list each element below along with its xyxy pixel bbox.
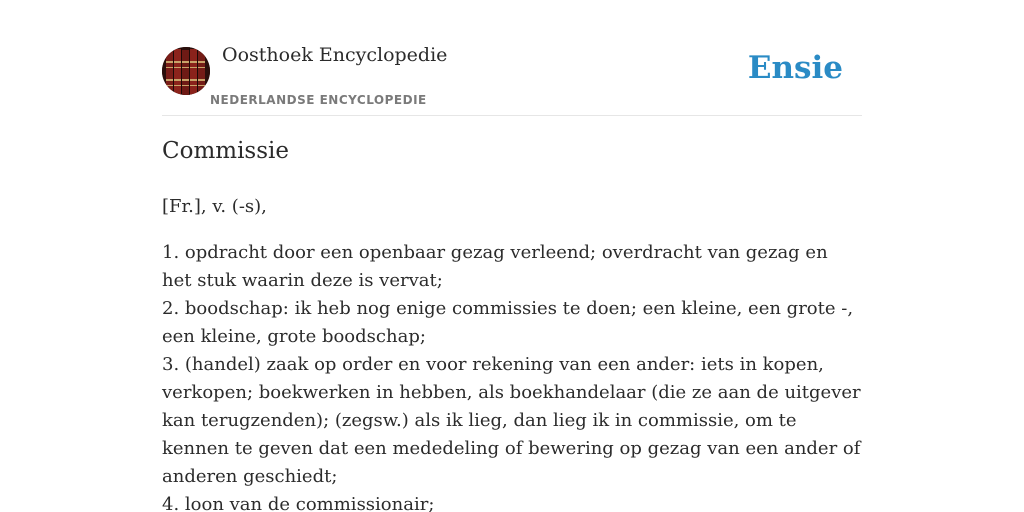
encyclopedia-books-icon[interactable]	[162, 47, 210, 95]
content-container	[162, 0, 862, 512]
definition-item: 1. opdracht door een openbaar gezag verleend; overdracht van gezag en het stuk waarin deze is vervat;	[162, 242, 828, 291]
definition-item: 4. loon van de commissionair;	[162, 494, 435, 512]
site-header	[162, 0, 862, 116]
entry-title: Commissie	[162, 138, 289, 164]
definition-item: 3. (handel) zaak op order en voor rekening van een ander: iets in kopen, verkopen; boekwerken in hebben, als boekhandelaar (die ze aan de uitgever kan terugzenden); (zegsw.) als ik lieg, dan lieg ik in commissie, om te kennen te geven dat een mededeling of bewering op gezag van een ander of anderen geschiedt;	[162, 354, 861, 487]
site-subtitle: NEDERLANDSE ENCYCLOPEDIE	[210, 93, 427, 107]
ensie-logo-link[interactable]: Ensie	[747, 50, 843, 86]
entry-definitions	[162, 239, 862, 512]
entry-grammar: [Fr.], v. (-s),	[162, 196, 267, 217]
site-title[interactable]: Oosthoek Encyclopedie	[222, 44, 448, 66]
definition-item: 2. boodschap: ik heb nog enige commissies te doen; een kleine, een grote -, een kleine, grote boodschap;	[162, 298, 854, 347]
